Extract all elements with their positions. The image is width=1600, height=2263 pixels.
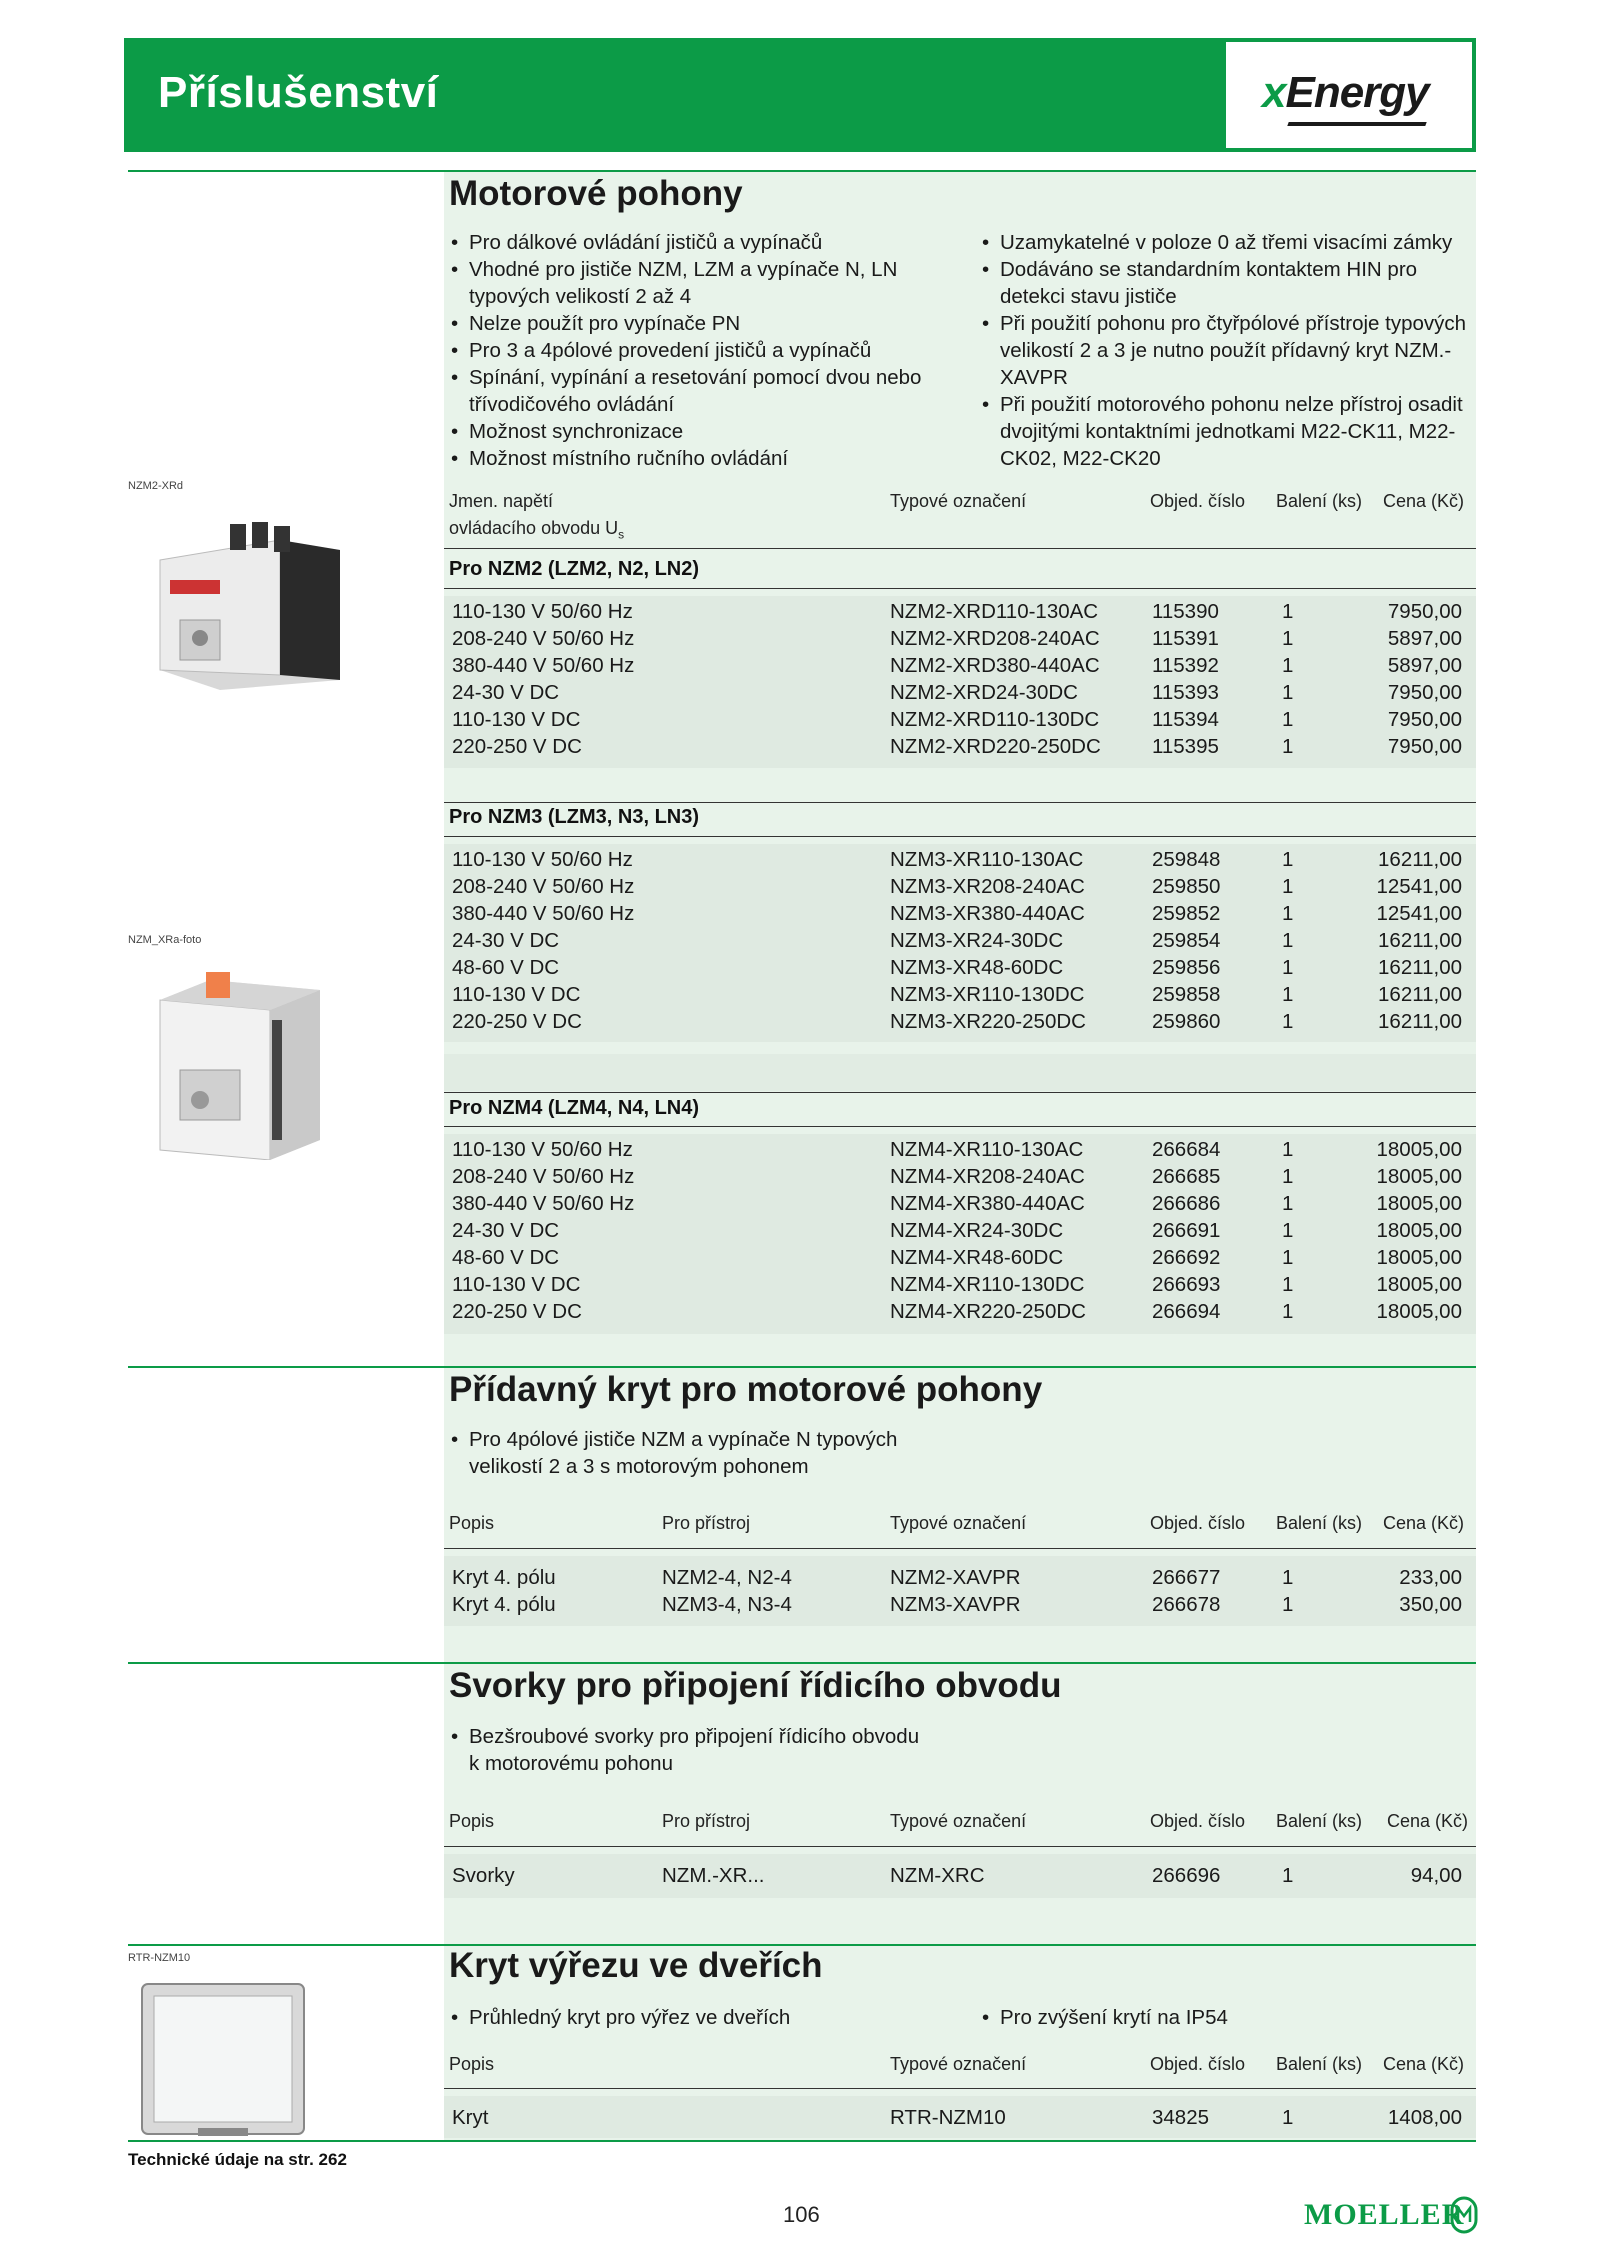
cell-pack: 1 [1282, 1010, 1294, 1033]
table-row [452, 1591, 1462, 1618]
section-title-door-cover: Kryt výřezu ve dveřích [449, 1946, 823, 1985]
cell-type: NZM2-XRD110-130DC [890, 708, 1100, 731]
cell-code: 259854 [1152, 929, 1221, 952]
cell-voltage: 110-130 V DC [452, 983, 581, 1006]
cell-code: 266684 [1152, 1138, 1221, 1161]
section-rule [444, 1662, 1476, 1664]
bullet-item: • Vhodné pro jističe NZM, LZM a vypínače N, LN typových velikostí 2 až 4 [449, 256, 949, 310]
section-title-terminals: Svorky pro připojení řídicího obvodu [449, 1666, 1062, 1705]
cell-type: NZM3-XR380-440AC [890, 902, 1085, 925]
cell-type: NZM3-XR208-240AC [890, 875, 1085, 898]
col-header-type: Typové označení [890, 1811, 1027, 1831]
cell-pack: 1 [1282, 1300, 1294, 1323]
cell-voltage: 208-240 V 50/60 Hz [452, 627, 635, 650]
col-header-code: Objed. číslo [1150, 1513, 1246, 1533]
cell-code: 115394 [1152, 708, 1219, 731]
cell-price: 7950,00 [1387, 600, 1462, 623]
cell-price: 16211,00 [1378, 848, 1462, 871]
cell-type: NZM3-XR220-250DC [890, 1010, 1086, 1033]
section-title-additional-cover: Přídavný kryt pro motorové pohony [449, 1370, 1043, 1409]
cell-type: NZM-XRC [890, 1864, 985, 1887]
table-row [452, 2104, 1462, 2131]
table-row [452, 1564, 1462, 1591]
door-bullet-right: • Pro zvýšení krytí na IP54 [980, 2004, 1460, 2031]
cell-type: NZM4-XR380-440AC [890, 1192, 1085, 1215]
bullet-item: • Možnost synchronizace [449, 418, 949, 445]
page-number: 106 [783, 2202, 820, 2227]
cell-voltage: 48-60 V DC [452, 956, 560, 979]
cell-voltage: 24-30 V DC [452, 929, 560, 952]
cell-pack: 1 [1282, 1273, 1294, 1296]
cell-type: NZM3-XR110-130DC [890, 983, 1085, 1006]
cell-voltage: 110-130 V DC [452, 708, 581, 731]
cell-pack: 1 [1282, 902, 1294, 925]
cell-pack: 1 [1282, 735, 1294, 758]
col-header-pack: Balení (ks) [1276, 491, 1363, 511]
cell-code: 259848 [1152, 848, 1221, 871]
cell-code: 115391 [1152, 627, 1219, 650]
group-label-nzm4: Pro NZM4 (LZM4, N4, LN4) [449, 1097, 700, 1119]
image-caption: RTR-NZM10 [128, 1952, 191, 1964]
cell-voltage: 24-30 V DC [452, 1219, 560, 1242]
col-header-voltage: Jmen. napětí [449, 491, 554, 511]
cell-price: 12541,00 [1376, 902, 1462, 925]
cell-price: 233,00 [1399, 1566, 1462, 1589]
cell-voltage: 110-130 V 50/60 Hz [452, 848, 633, 871]
cell-pack: 1 [1282, 1864, 1294, 1887]
bullet-item: • Nelze použít pro vypínače PN [449, 310, 949, 337]
cell-pack: 1 [1282, 1566, 1294, 1589]
section-title-motor-drives: Motorové pohony [449, 174, 743, 213]
bullet-item: • Dodáváno se standardním kontaktem HIN pro detekci stavu jističe [980, 256, 1470, 310]
cell-type: NZM3-XR48-60DC [890, 956, 1064, 979]
cell-code: 266694 [1152, 1300, 1221, 1323]
cell-code: 259860 [1152, 1010, 1221, 1033]
left-rule [128, 2140, 446, 2142]
cell-code: 259852 [1152, 902, 1221, 925]
cell-type: NZM3-XR110-130AC [890, 848, 1084, 871]
table-row [452, 733, 1462, 760]
moeller-logo: MOELLER [1304, 2198, 1465, 2231]
cell-type: NZM2-XRD110-130AC [890, 600, 1099, 623]
cell-price: 18005,00 [1376, 1138, 1462, 1161]
cell-voltage: 110-130 V 50/60 Hz [452, 1138, 633, 1161]
cell-type: NZM3-XAVPR [890, 1593, 1021, 1616]
table-row [452, 1190, 1462, 1217]
cell-price: 7950,00 [1387, 681, 1462, 704]
table-row [452, 1136, 1462, 1163]
group-top-rule [444, 1092, 1476, 1093]
left-rule [128, 1944, 446, 1946]
cell-pack: 1 [1282, 929, 1294, 952]
table-row [452, 846, 1462, 873]
page-header [124, 38, 1476, 152]
cell-price: 18005,00 [1376, 1219, 1462, 1242]
table-row [452, 954, 1462, 981]
col-header-type: Typové označení [890, 2054, 1027, 2074]
table-row [452, 652, 1462, 679]
cell-code: 266678 [1152, 1593, 1221, 1616]
cell-code: 115390 [1152, 600, 1219, 623]
cell-voltage: 380-440 V 50/60 Hz [452, 1192, 635, 1215]
cell-price: 7950,00 [1387, 708, 1462, 731]
cell-desc: Kryt 4. pólu [452, 1593, 556, 1616]
table-header-rule [444, 2088, 1476, 2089]
cell-code: 266686 [1152, 1192, 1221, 1215]
cover-bullets [449, 1426, 929, 1480]
cell-type: NZM4-XR208-240AC [890, 1165, 1085, 1188]
cell-pack: 1 [1282, 2106, 1294, 2129]
cell-type: NZM4-XR48-60DC [890, 1246, 1064, 1269]
motor-drive-nzm2-image [140, 520, 350, 690]
cell-code: 259850 [1152, 875, 1221, 898]
group-label-nzm3: Pro NZM3 (LZM3, N3, LN3) [449, 806, 700, 828]
table-row [452, 927, 1462, 954]
cell-price: 18005,00 [1376, 1300, 1462, 1323]
cell-voltage: 380-440 V 50/60 Hz [452, 654, 635, 677]
terminal-bullets [449, 1723, 929, 1777]
cell-pack: 1 [1282, 708, 1294, 731]
table-row [452, 1862, 1462, 1889]
cell-price: 12541,00 [1376, 875, 1462, 898]
cell-pack: 1 [1282, 875, 1294, 898]
cell-price: 18005,00 [1376, 1246, 1462, 1269]
col-header-code: Objed. číslo [1150, 2054, 1246, 2074]
left-rule [128, 1662, 446, 1664]
cell-price: 16211,00 [1378, 1010, 1462, 1033]
cell-type: NZM4-XR220-250DC [890, 1300, 1086, 1323]
cell-type: NZM4-XR24-30DC [890, 1219, 1064, 1242]
cell-code: 115393 [1152, 681, 1219, 704]
table-row [452, 625, 1462, 652]
cell-voltage: 110-130 V DC [452, 1273, 581, 1296]
cell-pack: 1 [1282, 600, 1294, 623]
table-header-rule [444, 1548, 1476, 1549]
cell-pack: 1 [1282, 1593, 1294, 1616]
cell-device: NZM2-4, N2-4 [662, 1566, 792, 1589]
cell-pack: 1 [1282, 1138, 1294, 1161]
cell-pack: 1 [1282, 956, 1294, 979]
cell-price: 5897,00 [1387, 627, 1462, 650]
table-row [452, 900, 1462, 927]
motor-bullets-right [980, 229, 1470, 472]
col-header-pack: Balení (ks) [1276, 1513, 1363, 1533]
table-row [452, 1008, 1462, 1035]
cell-code: 259856 [1152, 956, 1221, 979]
table-row [452, 1298, 1462, 1325]
cell-pack: 1 [1282, 1165, 1294, 1188]
table-row [452, 873, 1462, 900]
cell-pack: 1 [1282, 1192, 1294, 1215]
cell-code: 115392 [1152, 654, 1219, 677]
col-header-voltage-line2: ovládacího obvodu $U_s$ [449, 518, 625, 542]
col-header-price: Cena (Kč) [1387, 1811, 1469, 1831]
cell-code: 34825 [1152, 2106, 1210, 2129]
left-rule [128, 1366, 446, 1368]
group-rule [444, 836, 1476, 837]
table-row [452, 679, 1462, 706]
bullet-item: • Pro 3 a 4pólové provedení jističů a vypínačů [449, 337, 949, 364]
cell-pack: 1 [1282, 681, 1294, 704]
bullet-item: • Bezšroubové svorky pro připojení řídicího obvodu k motorovému pohonu [449, 1723, 929, 1777]
cell-voltage: 380-440 V 50/60 Hz [452, 902, 635, 925]
cell-type: NZM2-XAVPR [890, 1566, 1021, 1589]
bullet-item: • Možnost místního ručního ovládání [449, 445, 949, 472]
cell-voltage: 220-250 V DC [452, 735, 582, 758]
cell-voltage: 48-60 V DC [452, 1246, 560, 1269]
cell-device: NZM3-4, N3-4 [662, 1593, 792, 1616]
cell-desc: Kryt [452, 2106, 489, 2129]
cell-voltage: 110-130 V 50/60 Hz [452, 600, 633, 623]
col-header-price: Cena (Kč) [1383, 491, 1465, 511]
logo-underline [1287, 122, 1426, 126]
page-title: Příslušenství [158, 68, 439, 117]
cell-pack: 1 [1282, 983, 1294, 1006]
cell-type: RTR-NZM10 [890, 2106, 1006, 2129]
cell-pack: 1 [1282, 1246, 1294, 1269]
bullet-item: • Pro 4pólové jističe NZM a vypínače N typových velikostí 2 a 3 s motorovým pohonem [449, 1426, 929, 1480]
cell-code: 266691 [1152, 1219, 1221, 1242]
cell-code: 266692 [1152, 1246, 1221, 1269]
cell-price: 18005,00 [1376, 1165, 1462, 1188]
table-row [452, 598, 1462, 625]
table-row [452, 1163, 1462, 1190]
bullet-item: • Uzamykatelné v poloze 0 až třemi visacími zámky [980, 229, 1470, 256]
cell-pack: 1 [1282, 654, 1294, 677]
cell-voltage: 208-240 V 50/60 Hz [452, 875, 635, 898]
cell-code: 266696 [1152, 1864, 1221, 1887]
bullet-item: • Spínání, vypínání a resetování pomocí dvou nebo třívodičového ovládání [449, 364, 949, 418]
cell-code: 115395 [1152, 735, 1219, 758]
cell-type: NZM3-XR24-30DC [890, 929, 1064, 952]
cell-desc: Kryt 4. pólu [452, 1566, 556, 1589]
cell-price: 16211,00 [1378, 983, 1462, 1006]
col-header-code: Objed. číslo [1150, 491, 1246, 511]
cell-pack: 1 [1282, 627, 1294, 650]
col-header-type: Typové označení [890, 491, 1027, 511]
bullet-item: • Při použití pohonu pro čtyřpólové přístroje typových velikostí 2 a 3 je nutno použít přídavný kryt NZM.-XAVPR [980, 310, 1470, 391]
table-row [452, 981, 1462, 1008]
bullet-item: • Pro dálkové ovládání jističů a vypínačů [449, 229, 949, 256]
cell-code: 266685 [1152, 1165, 1221, 1188]
cell-price: 1408,00 [1387, 2106, 1462, 2129]
col-header-desc: Popis [449, 1513, 495, 1533]
image-caption: NZM2-XRd [128, 480, 184, 492]
group-rule [444, 588, 1476, 589]
cell-desc: Svorky [452, 1864, 515, 1887]
col-header-pack: Balení (ks) [1276, 2054, 1363, 2074]
motor-drive-nzm3-image [150, 960, 330, 1160]
col-header-device: Pro přístroj [662, 1811, 751, 1831]
cell-price: 16211,00 [1378, 929, 1462, 952]
table-header-rule [444, 548, 1476, 549]
brand-logo-box [1226, 42, 1472, 148]
group-title-bar [444, 1054, 1476, 1091]
image-caption: NZM_XRa-foto [128, 934, 202, 946]
section-rule [444, 2140, 1476, 2142]
cell-pack: 1 [1282, 848, 1294, 871]
group-top-rule [444, 802, 1476, 803]
col-header-code: Objed. číslo [1150, 1811, 1246, 1831]
group-label-nzm2: Pro NZM2 (LZM2, N2, LN2) [449, 558, 700, 580]
cell-price: 18005,00 [1376, 1273, 1462, 1296]
cell-code: 266693 [1152, 1273, 1221, 1296]
cell-price: 94,00 [1410, 1864, 1462, 1887]
cell-price: 18005,00 [1376, 1192, 1462, 1215]
bullet-item: • Při použití motorového pohonu nelze přístroj osadit dvojitými kontaktními jednotkami M22-CK11, M22-CK02, M22-CK20 [980, 391, 1470, 472]
section-rule [444, 170, 1476, 172]
col-header-desc: Popis [449, 2054, 495, 2074]
left-rule [128, 170, 446, 172]
cell-type: NZM2-XRD24-30DC [890, 681, 1078, 704]
col-header-price: Cena (Kč) [1383, 1513, 1465, 1533]
door-bullet-left: • Průhledný kryt pro výřez ve dveřích [449, 2004, 929, 2031]
col-header-desc: Popis [449, 1811, 495, 1831]
col-header-pack: Balení (ks) [1276, 1811, 1363, 1831]
moeller-emblem-icon [1450, 2196, 1478, 2234]
motor-bullets-left [449, 229, 949, 472]
cell-type: NZM4-XR110-130DC [890, 1273, 1085, 1296]
table-row [452, 1217, 1462, 1244]
cell-voltage: 220-250 V DC [452, 1300, 582, 1323]
cell-type: NZM2-XRD380-440AC [890, 654, 1100, 677]
cell-voltage: 220-250 V DC [452, 1010, 582, 1033]
cell-price: 5897,00 [1387, 654, 1462, 677]
col-header-device: Pro přístroj [662, 1513, 751, 1533]
table-header-rule [444, 1846, 1476, 1847]
cell-voltage: 208-240 V 50/60 Hz [452, 1165, 635, 1188]
cell-type: NZM4-XR110-130AC [890, 1138, 1084, 1161]
col-header-price: Cena (Kč) [1383, 2054, 1465, 2074]
table-row [452, 1244, 1462, 1271]
cell-price: 7950,00 [1387, 735, 1462, 758]
cell-code: 259858 [1152, 983, 1221, 1006]
table-row [452, 706, 1462, 733]
xenergy-logo: xEnergy [1262, 68, 1429, 117]
cell-price: 16211,00 [1378, 956, 1462, 979]
cell-pack: 1 [1282, 1219, 1294, 1242]
door-cover-image [138, 1980, 308, 2140]
cell-type: NZM2-XRD220-250DC [890, 735, 1101, 758]
group-rule [444, 1126, 1476, 1127]
cell-price: 350,00 [1399, 1593, 1462, 1616]
section-rule [444, 1366, 1476, 1368]
cell-voltage: 24-30 V DC [452, 681, 560, 704]
table-row [452, 1271, 1462, 1298]
cell-type: NZM2-XRD208-240AC [890, 627, 1100, 650]
col-header-type: Typové označení [890, 1513, 1027, 1533]
cell-device: NZM.-XR... [662, 1864, 765, 1887]
technical-data-note: Technické údaje na str. 262 [128, 2150, 347, 2169]
cell-code: 266677 [1152, 1566, 1221, 1589]
